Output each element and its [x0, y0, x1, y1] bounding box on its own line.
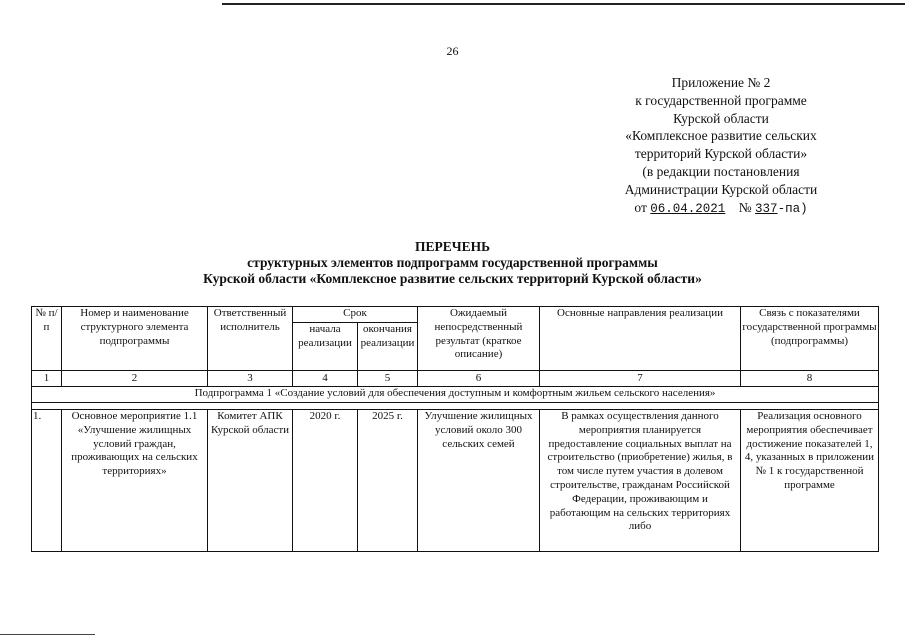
- appendix-line: территорий Курской области»: [634, 146, 808, 162]
- column-number: 7: [540, 371, 741, 387]
- row-num: 1.: [32, 410, 62, 552]
- header-num: № п/п: [32, 307, 62, 371]
- number-value: 337: [755, 201, 778, 216]
- header-term-start: начала реализации: [293, 323, 358, 371]
- date-prefix: от: [634, 199, 647, 215]
- header-link: Связь с показателями государственной программы (подпрограммы): [741, 307, 879, 371]
- row-end: 2025 г.: [358, 410, 418, 552]
- appendix-line: Курской области: [673, 110, 769, 126]
- top-rule: [222, 3, 905, 5]
- column-number: 2: [62, 371, 208, 387]
- column-number: 8: [741, 371, 879, 387]
- header-term: Срок: [293, 307, 418, 323]
- spacer-cell: [32, 403, 879, 410]
- row-executor: Комитет АПК Курской области: [208, 410, 293, 552]
- column-number: 4: [293, 371, 358, 387]
- appendix-line: к государственной программе: [635, 92, 807, 108]
- structural-elements-table: [31, 306, 879, 552]
- appendix-block: [596, 74, 846, 218]
- row-directions: В рамках осуществления данного мероприятия планируется предоставление социальных выплат на строительство (приобретение) жилья, в том числе путем участия в долевом строительстве, гражданам Российской Федерации, проживающим и работающим на сельских территориях либо: [540, 410, 741, 552]
- header-directions: Основные направления реализации: [540, 307, 741, 371]
- title-line: Курской области «Комплексное развитие сельских территорий Курской области»: [203, 271, 702, 286]
- appendix-line: Администрации Курской области: [624, 181, 818, 197]
- spacer-row: [32, 403, 879, 410]
- appendix-line: (в редакции постановления: [642, 163, 800, 179]
- footnote-rule: [0, 634, 95, 635]
- subprogram-row: [32, 387, 879, 403]
- appendix-date-line: [596, 199, 846, 219]
- row-start: 2020 г.: [293, 410, 358, 552]
- row-result: Улучшение жилищных условий около 300 сельских семей: [418, 410, 540, 552]
- header-executor: Ответственный исполнитель: [208, 307, 293, 371]
- date-value: 06.04.2021: [650, 201, 726, 216]
- appendix-line: «Комплексное развитие сельских: [625, 128, 817, 144]
- column-numbers-row: [32, 371, 879, 387]
- header-row: [32, 307, 879, 323]
- column-number: 5: [358, 371, 418, 387]
- number-prefix: №: [738, 199, 752, 215]
- row-name: Основное мероприятие 1.1 «Улучшение жилищных условий граждан, проживающих на сельских территориях»: [62, 410, 208, 552]
- column-number: 6: [418, 371, 540, 387]
- header-name: Номер и наименование структурного элемента подпрограммы: [62, 307, 208, 371]
- document-title: [0, 239, 905, 287]
- table-row: [32, 410, 879, 552]
- number-suffix: -па): [777, 201, 808, 216]
- page-number: 26: [446, 44, 459, 58]
- header-result: Ожидаемый непосредственный результат (краткое описание): [418, 307, 540, 371]
- title-line: ПЕРЕЧЕНЬ: [414, 239, 491, 254]
- subprogram-title: Подпрограмма 1 «Создание условий для обеспечения доступным и комфортным жильем сельского населения»: [32, 387, 879, 403]
- title-line: структурных элементов подпрограмм государственной программы: [247, 255, 658, 270]
- row-link: Реализация основного мероприятия обеспечивает достижение показателей 1, 4, указанных в приложении № 1 к государственной программе: [741, 410, 879, 552]
- header-term-end: окончания реализации: [358, 323, 418, 371]
- column-number: 1: [32, 371, 62, 387]
- column-number: 3: [208, 371, 293, 387]
- appendix-line: Приложение № 2: [671, 75, 771, 90]
